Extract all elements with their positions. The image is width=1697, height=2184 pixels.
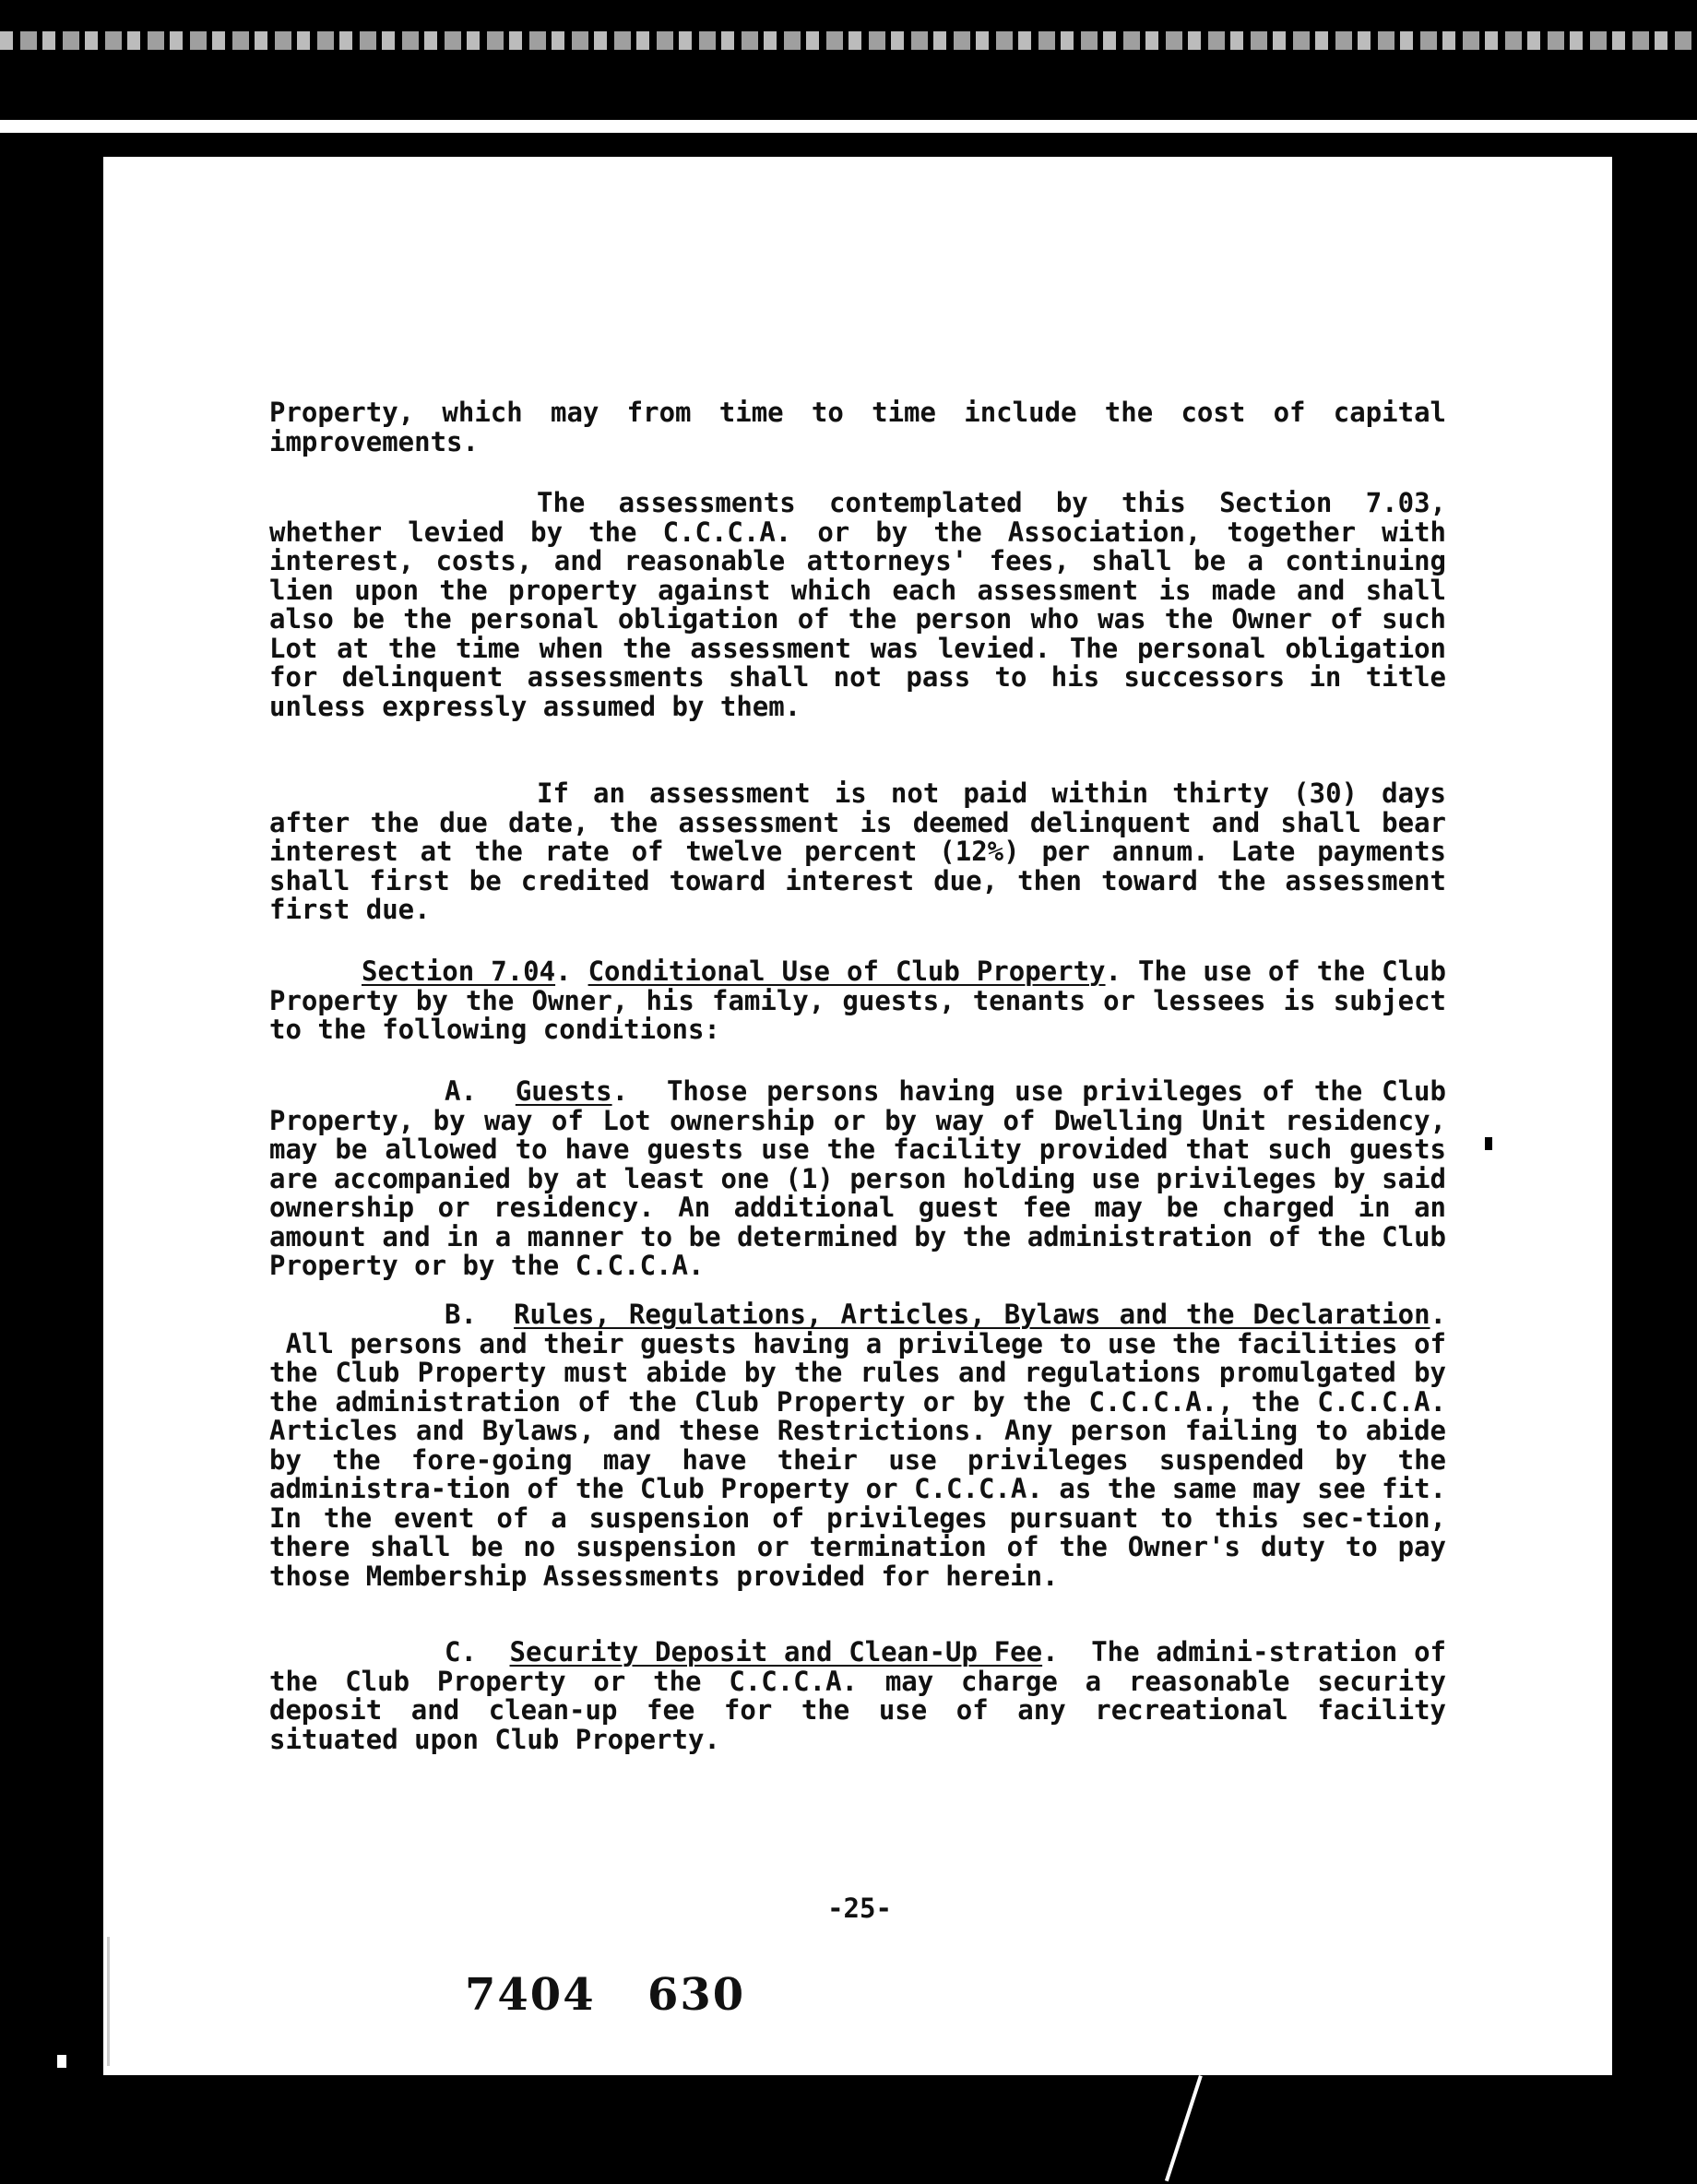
item-body: All persons and their guests having a privilege to use the facilities of the Club Property must abide by the rules and regulations promulgated by the administration of the Club Property or by the C.C.C.A., the C.C.C.A. Articles and Bylaws, and these Restrictions. Any person failing to abide by the fore-going may have their use privileges suspended by the administra-tion of the Club Property or C.C.C.A. as the same may see fit. In the event of a suspension of privileges pursuant to this sec-tion, there shall be no suspension or termination of the Owner's duty to pay those Membership Assessments provided for herein. (269, 1327, 1446, 1592)
pen-mark (1165, 2075, 1203, 2181)
item-c-security-deposit: C. Security Deposit and Clean-Up Fee. The admini-stration of the Club Property or the C.C.C.A. may charge a reasonable security deposit and clean-up fee for the use of any recreational facility situated upon Club Property. (269, 1636, 1446, 1755)
item-letter: B. (445, 1299, 477, 1330)
item-body: Those persons having use privileges of the Club Property, by way of Lot ownership or by way of Dwelling Unit residency, may be allowed to have guests use the facility provided that such guests are accompanied by at least one (1) person holding use privileges by said ownership or residency. An additional guest fee may be charged in an amount and in a manner to be determined by the administration of the Club Property or by the C.C.C.A. (269, 1075, 1446, 1281)
record-page-number: 630 (647, 1969, 746, 2021)
item-title: Guests (515, 1075, 612, 1107)
scan-white-band (0, 120, 1697, 133)
item-title: Rules, Regulations, Articles, Bylaws and the Declaration (514, 1299, 1430, 1330)
item-b-rules: B. Rules, Regulations, Articles, Bylaws and the Declaration. All persons and their guests having a privilege to use the facilities of the Club Property must abide by the rules and regulations promulgated by the administration of the Club Property or by the C.C.C.A., the C.C.C.A. Articles and Bylaws, and these Restrictions. Any person failing to abide by the fore-going may have their use privileges suspended by the administra-tion of the Club Property or C.C.C.A. as the same may see fit. In the event of a suspension of privileges pursuant to this sec-tion, there shall be no suspension or termination of the Owner's duty to pay those Membership Assessments provided for herein. (269, 1299, 1447, 1592)
item-letter: A. (445, 1075, 477, 1107)
scan-speck (57, 2055, 66, 2068)
item-body: The admini-stration of the Club Property or the C.C.C.A. may charge a reasonable security deposit and clean-up fee for the use of any recreational facility situated upon Club Property. (269, 1636, 1446, 1755)
section-7-04-heading-paragraph: Section 7.04. Conditional Use of Club Property. The use of the Club Property by the Owner, his family, guests, tenants or lessees is subject to the following conditions: (269, 956, 1447, 1045)
record-book-number: 7404 (465, 1969, 596, 2021)
section-title: Conditional Use of Club Property (587, 956, 1106, 987)
scan-speck (1485, 1137, 1492, 1150)
scan-top-border (0, 0, 1697, 134)
section-body: The use of the Club Property by the Owner, his family, guests, tenants or lessees is subject to the following conditions: (269, 956, 1447, 1045)
item-title: Security Deposit and Clean-Up Fee (509, 1636, 1043, 1668)
scan-streak (0, 31, 1697, 50)
paragraph-assessments-lien: The assessments contemplated by this Section 7.03, whether levied by the C.C.C.A. or by the Association, together with interest, costs, and reasonable attorneys' fees, shall be a continuing lien upon the property against which each assessment is made and shall also be the personal obligation of the person who was the Owner of such Lot at the time when the assessment was levied. The personal obligation for delinquent assessments shall not pass to his successors in title unless expressly assumed by them. (269, 487, 1446, 722)
paragraph-continuation: Property, which may from time to time include the cost of capital improvements. (269, 397, 1446, 457)
page-number: -25- (827, 1893, 892, 1924)
item-letter: C. (445, 1636, 477, 1668)
item-a-guests: A. Guests. Those persons having use privileges of the Club Property, by way of Lot ownership or by way of Dwelling Unit residency, may be allowed to have guests use the facility provided that such guests are accompanied by at least one (1) person holding use privileges by said ownership or residency. An additional guest fee may be charged in an amount and in a manner to be determined by the administration of the Club Property or by the C.C.C.A. (269, 1075, 1446, 1281)
scan-edge-noise (107, 1937, 110, 2066)
paragraph-delinquent-interest: If an assessment is not paid within thirty (30) days after the due date, the assessment is deemed delinquent and shall bear interest at the rate of twelve percent (12%) per annum. Late payments shall first be credited toward interest due, then toward the assessment first due. (269, 777, 1446, 925)
section-label: Section 7.04 (362, 956, 556, 987)
document-page (103, 157, 1612, 2075)
